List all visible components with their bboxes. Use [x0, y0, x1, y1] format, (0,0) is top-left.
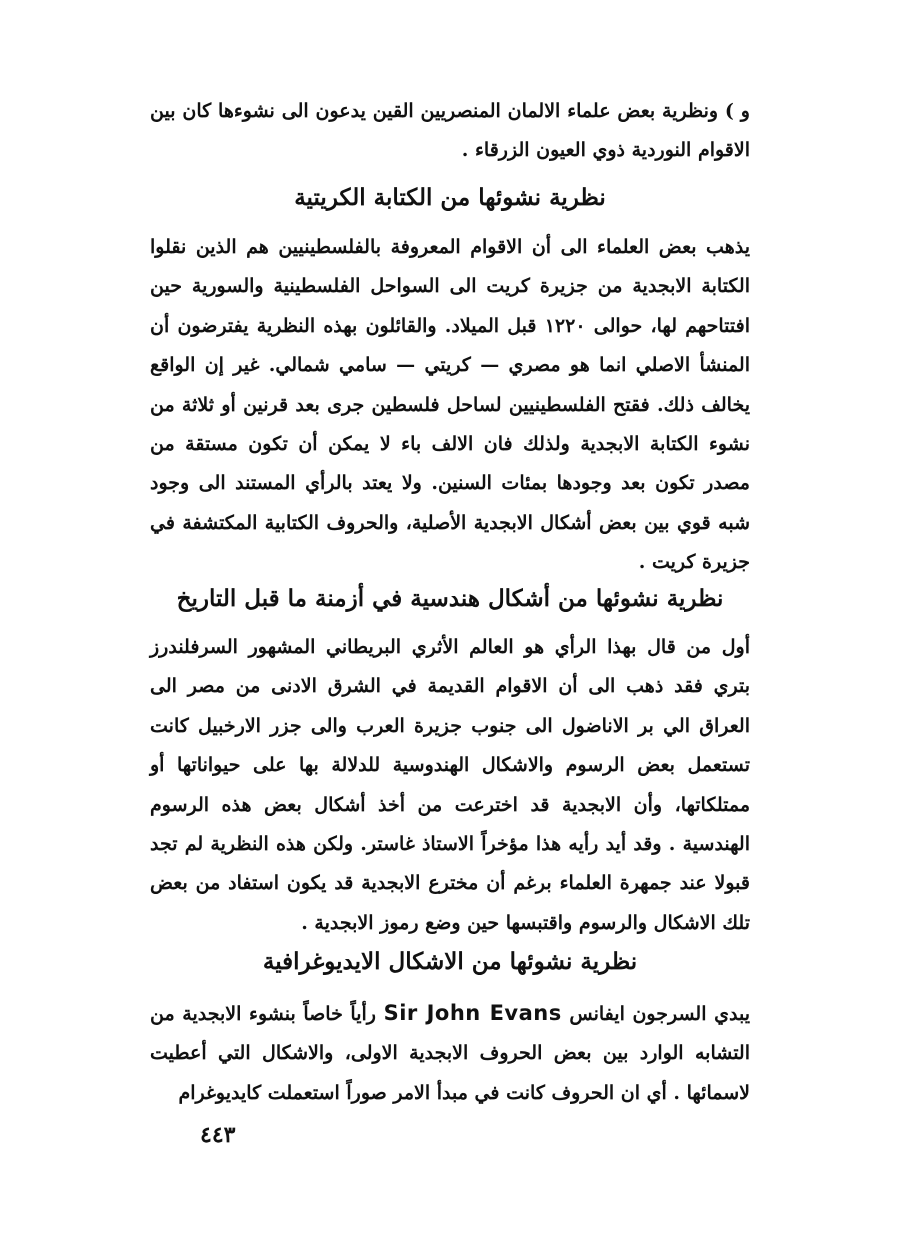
section-heading-cretan: نظرية نشوئها من الكتابة الكريتية: [294, 184, 606, 211]
latin-name-sir-john-evans: Sir John Evans: [383, 1001, 562, 1025]
section-heading-geometric: نظرية نشوئها من أشكال هندسية في أزمنة ما قبل التاريخ: [176, 585, 724, 612]
page-number: ٤٤٣: [200, 1122, 236, 1148]
paragraph-ideographic-theory: [150, 994, 750, 1113]
paragraph-intro: و ) ونظرية بعض علماء الالمان المنصريين القين يدعون الى نشوءها كان بين الاقوام النوردية ذوي العيون الزرقاء .: [150, 100, 750, 162]
paragraph-cretan-theory: يذهب بعض العلماء الى أن الاقوام المعروفة بالفلسطينيين هم الذين نقلوا الكتابة الابجدية من جزيرة كريت الى السواحل الفلسطينية والسورية حين افتتاحهم لها، حوالى ١٢٢٠ قبل الميلاد. والقائلون بهذه النظرية يفترضون أن المنشأ الاصلي انما هو مصري — كريتي — سامي شمالي. غير إن الواقع يخالف ذلك. فقتح الفلسطينيين لساحل فلسطين جرى بعد قرنين أو ثلاثة من نشوء الكتابة الابجدية ولذلك فان الالف باء لا يمكن أن تكون مستقة من مصدر تكون بعد وجودها بمئات السنين. ولا يعتد بالرأي المستند الى وجود شبه قوي بين بعض أشكال الابجدية الأصلية، والحروف الكتابية المكتشفة في جزيرة كريت .: [150, 236, 750, 574]
paragraph-geometric-theory: أول من قال بهذا الرأي هو العالم الأثري البريطاني المشهور السرفلندرز بتري فقد ذهب الى أن الاقوام القديمة في الشرق الادنى من مصر الى العراق الي بر الاناضول الى جنوب جزيرة العرب والى جزر الارخبيل كانت تستعمل بعض الرسوم والاشكال الهندوسية للدلالة بها على حيواناتها أو ممتلكاتها، وأن الابجدية قد اخترعت من أخذ أشكال بعض هذه الرسوم الهندسية . وقد أيد رأيه هذا مؤخراً الاستاذ غاستر. ولكن هذه النظرية لم تجد قبولا عند جمهرة العلماء برغم أن مخترع الابجدية قد يكون استفاد من بعض تلك الاشكال والرسوم واقتبسها حين وضع رموز الابجدية .: [150, 636, 750, 934]
section-heading-ideographic: نظرية نشوئها من الاشكال الايديوغرافية: [262, 948, 638, 975]
paragraph-text-start: يبدي السرجون ايفانس: [569, 1003, 750, 1025]
paragraph-text-end: رأياً خاصاً بنشوء الابجدية من التشابه الوارد بين بعض الحروف الابجدية الاولى، والاشكال التي أعطيت لاسمائها . أي ان الحروف كانت في مبدأ الامر صوراً استعملت كايديوغرام: [150, 1003, 751, 1104]
